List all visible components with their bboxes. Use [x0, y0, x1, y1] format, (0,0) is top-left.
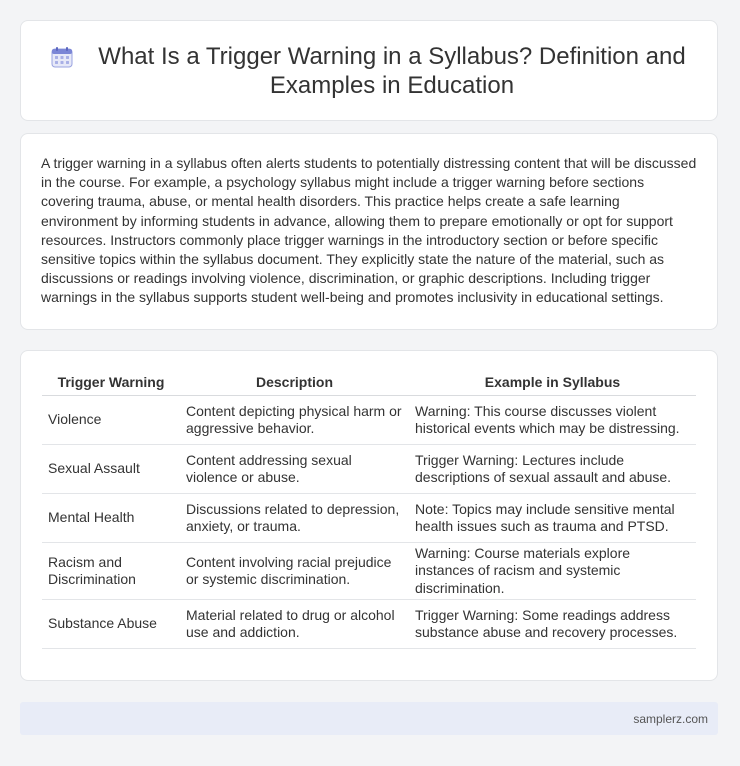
- table-row: [42, 494, 696, 543]
- cell-trigger: Substance Abuse: [42, 600, 180, 649]
- page-title: What Is a Trigger Warning in a Syllabus? Definition and Examples in Education: [98, 42, 686, 99]
- trigger-warning-table: [42, 371, 696, 649]
- footer-bar: [20, 702, 718, 735]
- cell-description: Material related to drug or alcohol use and addiction.: [180, 600, 409, 649]
- calendar-icon: [51, 46, 73, 68]
- cell-trigger: Mental Health: [42, 494, 180, 543]
- intro-card: [20, 133, 718, 330]
- cell-description: Content addressing sexual violence or abuse.: [180, 445, 409, 494]
- table-row: [42, 396, 696, 445]
- cell-example: Trigger Warning: Some readings address substance abuse and recovery processes.: [409, 600, 696, 649]
- header-example: Example in Syllabus: [409, 371, 696, 396]
- cell-description: Content depicting physical harm or aggressive behavior.: [180, 396, 409, 445]
- header-description: Description: [180, 371, 409, 396]
- table-row: [42, 600, 696, 649]
- cell-trigger: Sexual Assault: [42, 445, 180, 494]
- title-card: [20, 20, 718, 121]
- cell-example: Trigger Warning: Lectures include descriptions of sexual assault and abuse.: [409, 445, 696, 494]
- cell-example: Warning: This course discusses violent historical events which may be distressing.: [409, 396, 696, 445]
- title-wrap: [39, 42, 699, 100]
- cell-example: Warning: Course materials explore instances of racism and systemic discrimination.: [409, 543, 696, 600]
- table-header-row: [42, 371, 696, 396]
- cell-description: Content involving racial prejudice or systemic discrimination.: [180, 543, 409, 600]
- table-row: [42, 543, 696, 600]
- cell-example: Note: Topics may include sensitive mental health issues such as trauma and PTSD.: [409, 494, 696, 543]
- cell-trigger: Violence: [42, 396, 180, 445]
- cell-description: Discussions related to depression, anxiety, or trauma.: [180, 494, 409, 543]
- header-trigger-warning: Trigger Warning: [42, 371, 180, 396]
- cell-trigger: Racism and Discrimination: [42, 543, 180, 600]
- table-card: [20, 350, 718, 681]
- footer-site-link[interactable]: samplerz.com: [633, 711, 708, 726]
- intro-paragraph: A trigger warning in a syllabus often alerts students to potentially distressing content that will be discussed in the course. For example, a psychology syllabus might include a trigger warning before sections covering trauma, abuse, or mental health disorders. This practice helps create a safe learning environment by informing students in advance, allowing them to prepare emotionally or opt for support resources. Instructors commonly place trigger warnings in the introductory section or before specific sensitive topics within the syllabus document. They explicitly state the nature of the material, such as discussions or readings involving violence, discrimination, or graphic descriptions. Including trigger warnings in the syllabus supports student well-being and promotes inclusivity in educational settings.: [41, 155, 697, 306]
- table-row: [42, 445, 696, 494]
